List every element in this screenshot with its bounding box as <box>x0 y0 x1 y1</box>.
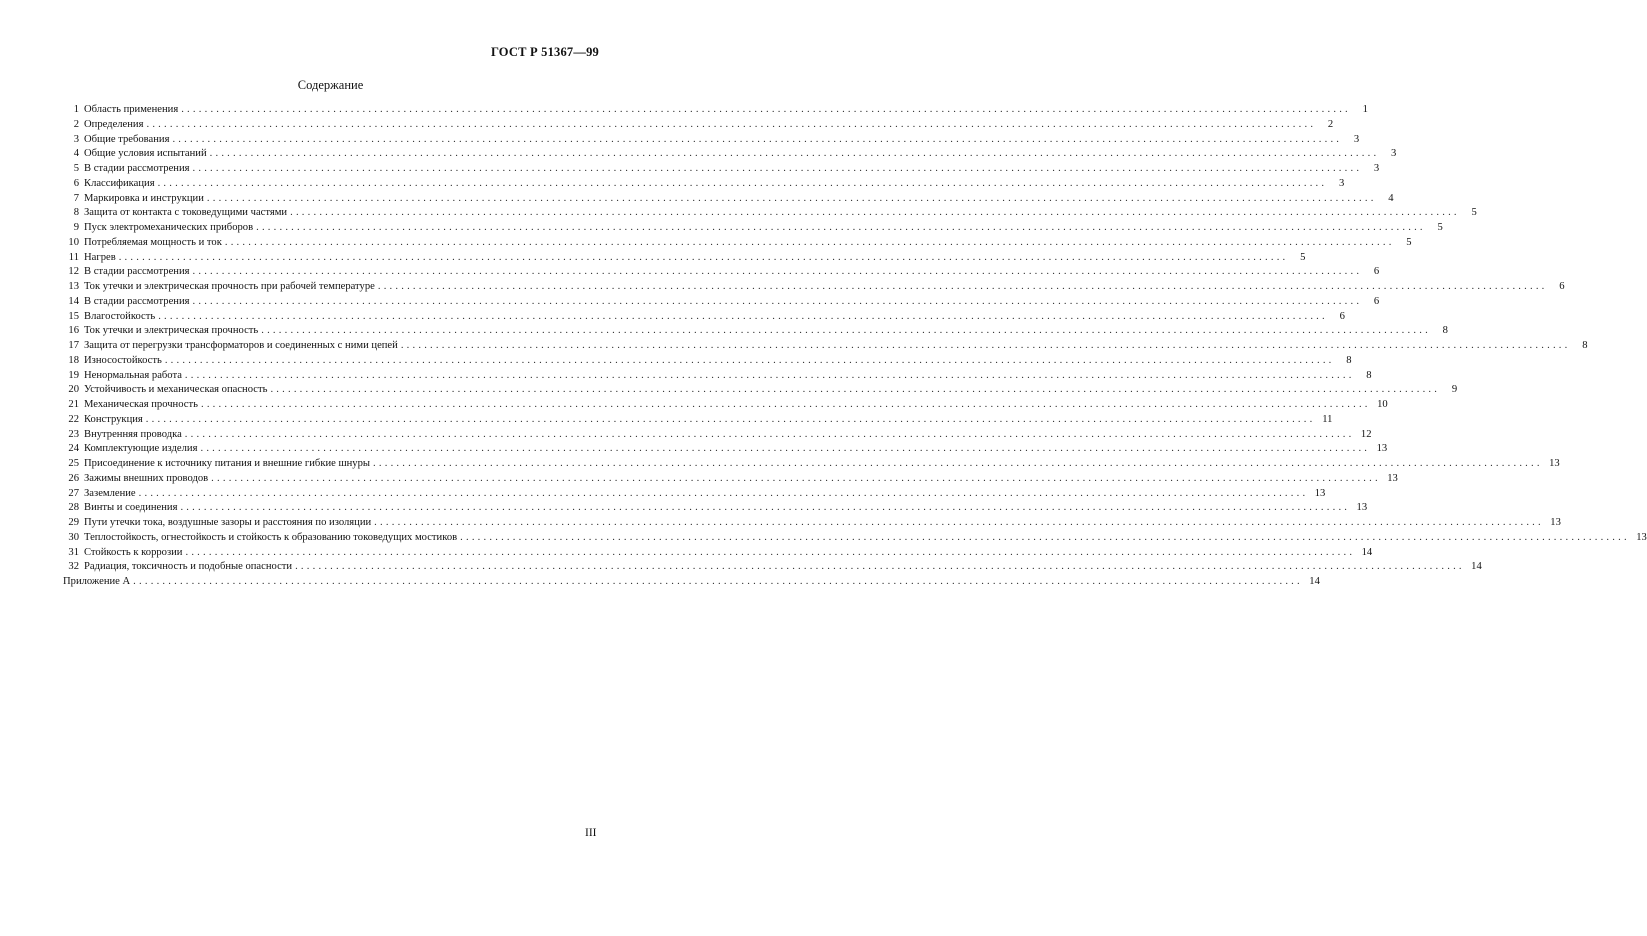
toc-leader-dots: ........................................................................................................................................................................................................ <box>158 310 1328 322</box>
toc-entry-page: 9 <box>1451 384 1458 396</box>
toc-entry-page: 11 <box>1322 413 1333 425</box>
toc-entry-number: 3 <box>73 133 79 145</box>
toc-entry-page: 14 <box>1471 561 1482 573</box>
toc-entry-page: 6 <box>1339 310 1345 322</box>
toc-entry[interactable] <box>63 516 1561 531</box>
toc-entry-page: 3 <box>1373 163 1380 174</box>
toc-entry-number: 27 <box>68 487 79 499</box>
toc-entry-page: 6 <box>1559 281 1565 292</box>
toc-entry-label: В стадии рассмотрения <box>84 163 190 174</box>
toc-entry-number: 8 <box>73 207 79 219</box>
toc-entry[interactable] <box>63 192 1394 207</box>
toc-entry-number: 15 <box>68 310 79 322</box>
toc-entry-page: 10 <box>1377 399 1388 410</box>
toc-entry-label: Внутренняя проводка <box>84 428 182 440</box>
toc-entry-page: 4 <box>1388 192 1394 204</box>
toc-entry-label: В стадии рассмотрения <box>84 295 190 307</box>
toc-entry[interactable] <box>63 413 1333 428</box>
toc-entry[interactable] <box>63 133 1360 148</box>
toc-entry[interactable] <box>63 280 1565 295</box>
toc-entry-label: Износостойкость <box>84 354 162 366</box>
toc-entry-label: Стойкость к коррозии <box>84 546 183 558</box>
toc-entry[interactable] <box>63 310 1345 325</box>
toc-entry[interactable] <box>63 324 1448 339</box>
toc-leader-dots: ........................................................................................................................................................................................................ <box>146 118 1317 130</box>
toc-entry-page: 13 <box>1636 531 1647 543</box>
toc-leader-dots: ........................................................................................................................................................................................................ <box>184 369 1355 381</box>
toc-entry-page: 6 <box>1373 295 1380 307</box>
toc-leader-dots: ........................................................................................................................................................................................................ <box>290 207 1460 219</box>
toc-entry-number: 19 <box>68 369 79 381</box>
toc-leader-dots: ........................................................................................................................................................................................................ <box>373 458 1543 469</box>
toc-entry[interactable] <box>63 118 1334 133</box>
toc-entry-number: 31 <box>68 546 79 558</box>
toc-entry-page: 1 <box>1362 104 1368 115</box>
toc-entry-label: Нагрев <box>84 251 116 263</box>
toc-entry-page: 14 <box>1361 546 1373 558</box>
toc-entry-label: Пуск электромеханических приборов <box>84 222 254 233</box>
toc-leader-dots: ........................................................................................................................................................................................................ <box>157 177 1328 189</box>
toc-entry-number: 20 <box>68 384 79 396</box>
toc-leader-dots: ........................................................................................................................................................................................................ <box>145 413 1316 425</box>
toc-entry-label: Радиация, токсичность и подобные опасности <box>84 561 293 573</box>
toc-leader-dots: ........................................................................................................................................................................................................ <box>377 281 1548 292</box>
toc-entry[interactable] <box>63 472 1398 487</box>
toc-entry[interactable] <box>63 265 1380 280</box>
toc-entry-page: 13 <box>1356 502 1368 514</box>
toc-entry-page: 14 <box>1309 576 1320 587</box>
toc-entry-page: 13 <box>1550 517 1561 528</box>
standard-code: ГОСТ Р 51367—99 <box>490 45 599 59</box>
toc-entry-label: Зажимы внешних проводов <box>84 472 209 484</box>
toc-entry-number: 10 <box>68 236 79 248</box>
toc-leader-dots: ........................................................................................................................................................................................................ <box>460 531 1630 543</box>
toc-entry-page: 8 <box>1582 340 1588 351</box>
toc-entry-page: 12 <box>1360 428 1372 440</box>
toc-entry-label: Присоединение к источнику питания и внешние гибкие шнуры <box>84 458 371 469</box>
toc-entry[interactable] <box>63 560 1482 575</box>
toc-leader-dots: ........................................................................................................................................................................................................ <box>224 236 1395 248</box>
toc-leader-dots: ........................................................................................................................................................................................................ <box>270 384 1441 396</box>
toc-entry-number: 21 <box>68 399 79 410</box>
toc-entry-number: 18 <box>68 354 79 366</box>
toc-entry-label: Определения <box>84 118 144 130</box>
toc-leader-dots: ........................................................................................................................................................................................................ <box>192 163 1363 174</box>
toc-entry[interactable] <box>63 221 1443 236</box>
toc-entry-page: 13 <box>1549 458 1560 469</box>
toc-entry-number: 5 <box>73 163 79 174</box>
toc-entry[interactable] <box>63 147 1397 162</box>
toc-entry-number: 9 <box>73 222 79 233</box>
toc-entry[interactable] <box>63 383 1458 398</box>
toc-entry-number: 28 <box>68 502 79 514</box>
page-number: III <box>585 827 597 839</box>
toc-entry[interactable] <box>63 295 1380 310</box>
toc-entry-page: 8 <box>1346 354 1352 366</box>
toc-entry-number: 29 <box>68 517 79 528</box>
toc-entry-page: 8 <box>1442 325 1448 337</box>
toc-entry-number: 11 <box>68 251 79 263</box>
toc-entry-number: 25 <box>68 458 79 469</box>
toc-leader-dots: ........................................................................................................................................................................................................ <box>295 561 1465 573</box>
toc-entry-label: Общие условия испытаний <box>84 148 207 160</box>
toc-entry[interactable] <box>63 206 1477 221</box>
toc-leader-dots: ........................................................................................................................................................................................................ <box>133 576 1303 587</box>
toc-entry-number: 2 <box>73 118 79 130</box>
toc-entry-number: 12 <box>68 266 79 278</box>
toc-entry-label: Общие требования <box>84 133 170 145</box>
toc-entry-number: 24 <box>68 443 79 455</box>
toc-entry-page: 5 <box>1300 251 1306 263</box>
toc-entry[interactable] <box>63 487 1326 502</box>
toc-entry-label: Защита от перегрузки трансформаторов и соединенных с ними цепей <box>84 340 398 351</box>
toc-leader-dots: ........................................................................................................................................................................................................ <box>184 428 1355 440</box>
toc-entry-page: 2 <box>1327 118 1334 130</box>
toc-entry-label: Механическая прочность <box>84 399 198 410</box>
toc-leader-dots: ........................................................................................................................................................................................................ <box>118 251 1289 263</box>
toc-entry-number: 22 <box>68 413 79 425</box>
toc-entry-label: Область применения <box>84 104 179 115</box>
toc-entry-page: 3 <box>1353 133 1360 145</box>
toc-entry-label: Влагостойкость <box>84 310 156 322</box>
toc-entry[interactable] <box>63 162 1380 177</box>
toc-leader-dots: ........................................................................................................................................................................................................ <box>185 546 1356 558</box>
toc-entry-page: 13 <box>1314 487 1326 499</box>
toc-entry[interactable] <box>63 398 1388 413</box>
toc-entry-page: 6 <box>1373 266 1380 278</box>
toc-entry[interactable] <box>63 236 1412 251</box>
toc-leader-dots: ........................................................................................................................................................................................................ <box>192 295 1363 307</box>
toc-entry[interactable] <box>63 442 1388 457</box>
toc-entry[interactable] <box>63 177 1345 192</box>
toc-entry-label: Ток утечки и электрическая прочность <box>84 325 259 337</box>
toc-leader-dots: ........................................................................................................................................................................................................ <box>400 340 1571 351</box>
toc-entry-label: Устойчивость и механическая опасность <box>84 384 268 396</box>
toc-entry-page: 5 <box>1471 207 1477 219</box>
toc-entry-page: 8 <box>1366 369 1372 381</box>
toc-leader-dots: ........................................................................................................................................................................................................ <box>164 354 1335 366</box>
toc-leader-dots: ........................................................................................................................................................................................................ <box>138 487 1309 499</box>
toc-entry-number: 6 <box>73 177 79 189</box>
toc-leader-dots: ........................................................................................................................................................................................................ <box>374 517 1544 528</box>
toc-entry-number: 30 <box>68 531 79 543</box>
toc-entry[interactable] <box>63 339 1588 354</box>
toc-leader-dots: ........................................................................................................................................................................................................ <box>181 104 1351 115</box>
toc-entry-number: 4 <box>73 148 79 160</box>
toc-entry-label: Ненормальная работа <box>84 369 182 381</box>
toc-entry-label: Заземление <box>84 487 136 499</box>
toc-entry-number: 17 <box>68 340 79 351</box>
toc-entry[interactable] <box>63 501 1368 516</box>
toc-entry-label: Потребляемая мощность и ток <box>84 236 222 248</box>
toc-entry-label: Винты и соединения <box>84 502 178 514</box>
toc-entry-label: Пути утечки тока, воздушные зазоры и расстояния по изоляции <box>84 517 372 528</box>
toc-entry-label: Маркировка и инструкции <box>84 192 204 204</box>
toc-leader-dots: ........................................................................................................................................................................................................ <box>206 192 1377 204</box>
toc-leader-dots: ........................................................................................................................................................................................................ <box>261 325 1431 337</box>
toc-entry-page: 5 <box>1437 222 1443 233</box>
toc-entry-label: В стадии рассмотрения <box>84 266 190 278</box>
toc-entry-label: Теплостойкость, огнестойкость и стойкость к образованию токоведущих мостиков <box>84 531 458 543</box>
toc-entry-label: Комплектующие изделия <box>84 443 198 455</box>
toc-entry-number: 14 <box>68 295 79 307</box>
toc-entry[interactable] <box>63 457 1560 472</box>
toc-leader-dots: ........................................................................................................................................................................................................ <box>211 472 1381 484</box>
toc-leader-dots: ........................................................................................................................................................................................................ <box>172 133 1343 145</box>
toc-entry-number: 26 <box>68 472 79 484</box>
toc-entry-label: Ток утечки и электрическая прочность при рабочей температуре <box>84 281 375 292</box>
toc-entry[interactable] <box>63 546 1373 561</box>
toc-entry[interactable] <box>63 575 1320 590</box>
toc-entry[interactable] <box>63 428 1372 443</box>
toc-entry-page: 5 <box>1406 236 1412 248</box>
table-of-contents <box>63 103 1647 590</box>
toc-entry-number: 1 <box>73 104 79 115</box>
toc-entry-number: 16 <box>68 325 79 337</box>
toc-entry-label: Защита от контакта с токоведущими частями <box>84 207 288 219</box>
toc-entry-number: 32 <box>68 561 79 573</box>
toc-entry-page: 13 <box>1376 443 1388 455</box>
toc-entry-page: 13 <box>1387 472 1398 484</box>
toc-entry-number: 23 <box>68 428 79 440</box>
toc-entry[interactable] <box>63 531 1647 546</box>
toc-leader-dots: ........................................................................................................................................................................................................ <box>256 222 1426 233</box>
toc-entry[interactable] <box>63 103 1368 118</box>
toc-leader-dots: ........................................................................................................................................................................................................ <box>192 266 1363 278</box>
toc-leader-dots: ........................................................................................................................................................................................................ <box>200 443 1371 455</box>
toc-entry-label: Конструкция <box>84 413 143 425</box>
toc-title: Содержание <box>297 78 364 92</box>
toc-entry-label: Классификация <box>84 177 155 189</box>
toc-entry[interactable] <box>63 369 1372 384</box>
toc-entry-label: Приложение А <box>63 576 131 587</box>
toc-entry[interactable] <box>63 251 1306 266</box>
toc-leader-dots: ........................................................................................................................................................................................................ <box>209 148 1380 160</box>
toc-entry[interactable] <box>63 354 1352 369</box>
toc-leader-dots: ........................................................................................................................................................................................................ <box>180 502 1351 514</box>
toc-entry-number: 13 <box>68 281 79 292</box>
toc-entry-page: 3 <box>1391 148 1397 160</box>
toc-leader-dots: ........................................................................................................................................................................................................ <box>200 399 1371 410</box>
toc-entry-page: 3 <box>1338 177 1345 189</box>
toc-entry-number: 7 <box>73 192 79 204</box>
